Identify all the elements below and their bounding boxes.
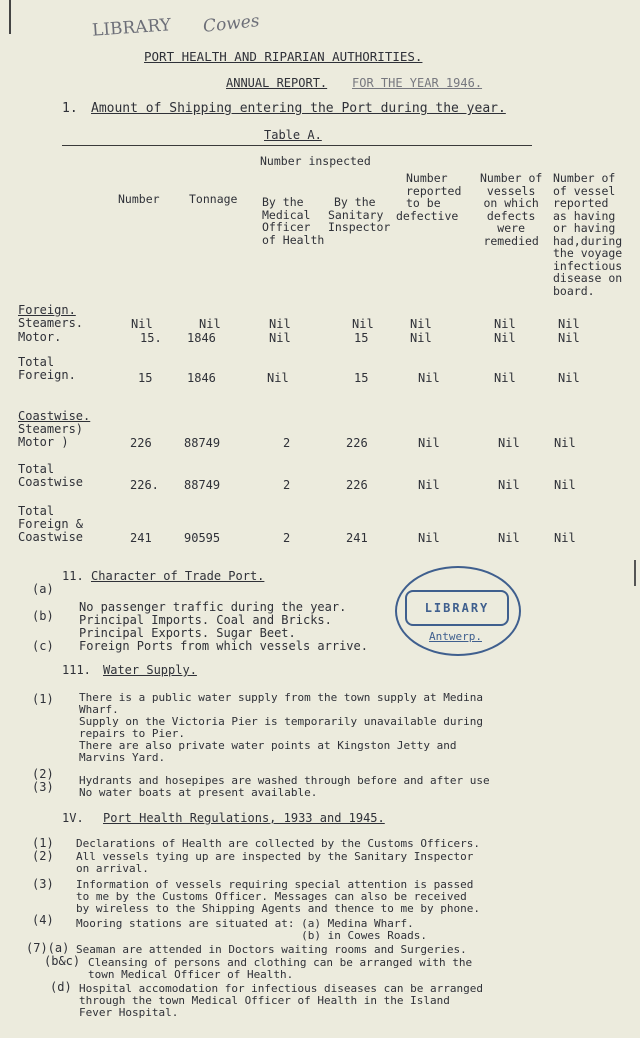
cell-foreign-motor-infectious: Nil: [558, 331, 580, 345]
section4-marker-4: (4): [32, 913, 54, 927]
cell-grand-total-medical: 2: [283, 531, 291, 545]
section2-exports: Principal Exports. Sugar Beet.: [79, 626, 296, 640]
section4-item-2: All vessels tying up are inspected by the Sanitary Inspector on arrival.: [76, 850, 474, 875]
header-number: Number: [118, 192, 160, 206]
stamp-place-antwerp: Antwerp.: [429, 630, 482, 643]
section4-title: Port Health Regulations, 1933 and 1945.: [103, 811, 385, 825]
cell-total-coastwise-infectious: Nil: [554, 478, 576, 492]
stamp-library-label: LIBRARY: [405, 590, 509, 626]
cell-foreign-steamers-medical: Nil: [269, 317, 291, 331]
cell-foreign-motor-remedied: Nil: [494, 331, 516, 345]
group-label-coastwise: Coastwise.: [18, 409, 91, 423]
row-label-coastwise-steamers-motor: Steamers) Motor ): [18, 422, 84, 449]
cell-coastwise-sanitary: 226: [346, 436, 368, 450]
row-label-total-coastwise: Total Coastwise: [18, 462, 84, 489]
section2-imports: Principal Imports. Coal and Bricks.: [79, 613, 332, 627]
margin-pencil-mark: [9, 0, 11, 34]
cell-foreign-steamers-defective: Nil: [410, 317, 432, 331]
section3-marker-3: (3): [32, 780, 54, 794]
cell-foreign-motor-tonnage: 1846: [187, 331, 216, 345]
cell-total-foreign-infectious: Nil: [558, 371, 580, 385]
section4-marker-2: (2): [32, 849, 54, 863]
section4-item-3: Information of vessels requiring special attention is passed to me by the Customs Officer. Messages can also be received by wireless to the Shipping Agents and thence to me by phone.: [76, 878, 480, 915]
cell-foreign-steamers-tonnage: Nil: [199, 317, 221, 331]
table-title: Table A.: [264, 128, 322, 142]
cell-foreign-steamers-remedied: Nil: [494, 317, 516, 331]
cell-total-coastwise-number: 226.: [130, 478, 159, 492]
section4-item-7a: Seaman are attended in Doctors waiting rooms and Surgeries.: [76, 943, 467, 956]
section4-marker-d: (d): [50, 980, 72, 994]
section4-item-bc: Cleansing of persons and clothing can be arranged with the town Medical Officer of Health.: [88, 956, 473, 981]
cell-grand-total-defective: Nil: [418, 531, 440, 545]
cell-total-coastwise-defective: Nil: [418, 478, 440, 492]
handwritten-library-note: LIBRARY: [91, 15, 172, 41]
cell-foreign-steamers-number: Nil: [131, 317, 153, 331]
cell-total-foreign-remedied: Nil: [494, 371, 516, 385]
cell-coastwise-defective: Nil: [418, 436, 440, 450]
header-defects-remedied: Number of vessels on which defects were remedied: [480, 171, 543, 248]
section2-foreign-ports: Foreign Ports from which vessels arrive.: [79, 639, 368, 653]
section2-marker-c: (c): [32, 639, 54, 653]
section4-item-1: Declarations of Health are collected by the Customs Officers.: [76, 837, 480, 850]
annual-report-heading: ANNUAL REPORT.: [226, 76, 328, 90]
section2-marker-b: (b): [32, 609, 54, 623]
section4-marker-3: (3): [32, 877, 54, 891]
header-by-medical: By the Medical Officer of Health: [262, 195, 325, 247]
cell-total-coastwise-tonnage: 88749: [184, 478, 221, 492]
cell-foreign-steamers-infectious: Nil: [558, 317, 580, 331]
section1-title: Amount of Shipping entering the Port during the year.: [91, 101, 506, 116]
margin-tick-mark: [634, 560, 636, 586]
report-year: FOR THE YEAR 1946.: [352, 76, 483, 90]
cell-total-foreign-defective: Nil: [418, 371, 440, 385]
header-by-sanitary: By the Sanitary Inspector: [328, 195, 391, 234]
cell-foreign-motor-sanitary: 15: [354, 331, 369, 345]
header-tonnage: Tonnage: [189, 192, 238, 206]
cell-total-coastwise-sanitary: 226: [346, 478, 368, 492]
cell-foreign-steamers-sanitary: Nil: [352, 317, 374, 331]
section2-passenger-traffic: No passenger traffic during the year.: [79, 600, 347, 614]
cell-grand-total-sanitary: 241: [346, 531, 368, 545]
cell-total-foreign-medical: Nil: [267, 371, 289, 385]
section4-marker-bc: (b&c): [44, 954, 81, 968]
section3-item-1: There is a public water supply from the town supply at Medina Wharf. Supply on the Victoria Pier is temporarily unavailable during repairs to Pier. There are also private water points at Kingston Jetty and Marvins Yard.: [79, 691, 483, 764]
section3-title: Water Supply.: [103, 663, 197, 677]
cell-foreign-motor-number: 15.: [140, 331, 162, 345]
section3-marker-1: (1): [32, 692, 54, 706]
section4-item-4: Mooring stations are situated at: (a) Medina Wharf. (b) in Cowes Roads.: [76, 917, 427, 942]
row-label-total-foreign: Total Foreign.: [18, 355, 76, 382]
header-number-inspected: Number inspected: [260, 154, 371, 168]
cell-grand-total-remedied: Nil: [498, 531, 520, 545]
cell-coastwise-medical: 2: [283, 436, 291, 450]
cell-total-foreign-tonnage: 1846: [187, 371, 216, 385]
header-infectious: Number of of vessel reported as having or having had,during the voyage infectious disease on board.: [553, 171, 623, 298]
section3-item-2: Hydrants and hosepipes are washed through before and after use: [79, 774, 490, 787]
cell-total-foreign-number: 15: [138, 371, 153, 385]
header-reported-defective: Number reported to be defective: [396, 171, 462, 223]
section4-marker-7a: (7)(a): [26, 941, 70, 955]
table-top-rule: [62, 145, 532, 146]
cell-coastwise-number: 226: [130, 436, 152, 450]
section1-numeral: 1.: [62, 101, 78, 116]
row-label-foreign-steamers: Steamers.: [18, 316, 84, 330]
row-label-total-foreign-coastwise: Total Foreign & Coastwise: [18, 504, 84, 544]
cell-foreign-motor-defective: Nil: [410, 331, 432, 345]
section2-title: Character of Trade Port.: [91, 569, 265, 583]
library-stamp: [395, 566, 521, 656]
section4-marker-1: (1): [32, 836, 54, 850]
section3-numeral: 111.: [62, 663, 91, 677]
cell-grand-total-number: 241: [130, 531, 152, 545]
section3-marker-2: (2): [32, 767, 54, 781]
section2-marker-a: (a): [32, 582, 54, 596]
cell-coastwise-infectious: Nil: [554, 436, 576, 450]
cell-foreign-motor-medical: Nil: [269, 331, 291, 345]
section4-numeral: 1V.: [62, 811, 84, 825]
cell-total-coastwise-medical: 2: [283, 478, 291, 492]
section3-item-3: No water boats at present available.: [79, 786, 318, 799]
authorities-heading: PORT HEALTH AND RIPARIAN AUTHORITIES.: [144, 49, 423, 64]
row-label-foreign-motor: Motor.: [18, 330, 62, 344]
section2-numeral: 11.: [62, 569, 84, 583]
cell-coastwise-tonnage: 88749: [184, 436, 221, 450]
cell-total-foreign-sanitary: 15: [354, 371, 369, 385]
group-label-foreign: Foreign.: [18, 303, 76, 317]
cell-grand-total-tonnage: 90595: [184, 531, 221, 545]
section4-item-d: Hospital accomodation for infectious diseases can be arranged through the town Medical Officer of Health in the Island Fever Hospital.: [79, 982, 483, 1019]
cell-total-coastwise-remedied: Nil: [498, 478, 520, 492]
cell-grand-total-infectious: Nil: [554, 531, 576, 545]
handwritten-cowes-note: Cowes: [202, 11, 261, 37]
cell-coastwise-remedied: Nil: [498, 436, 520, 450]
